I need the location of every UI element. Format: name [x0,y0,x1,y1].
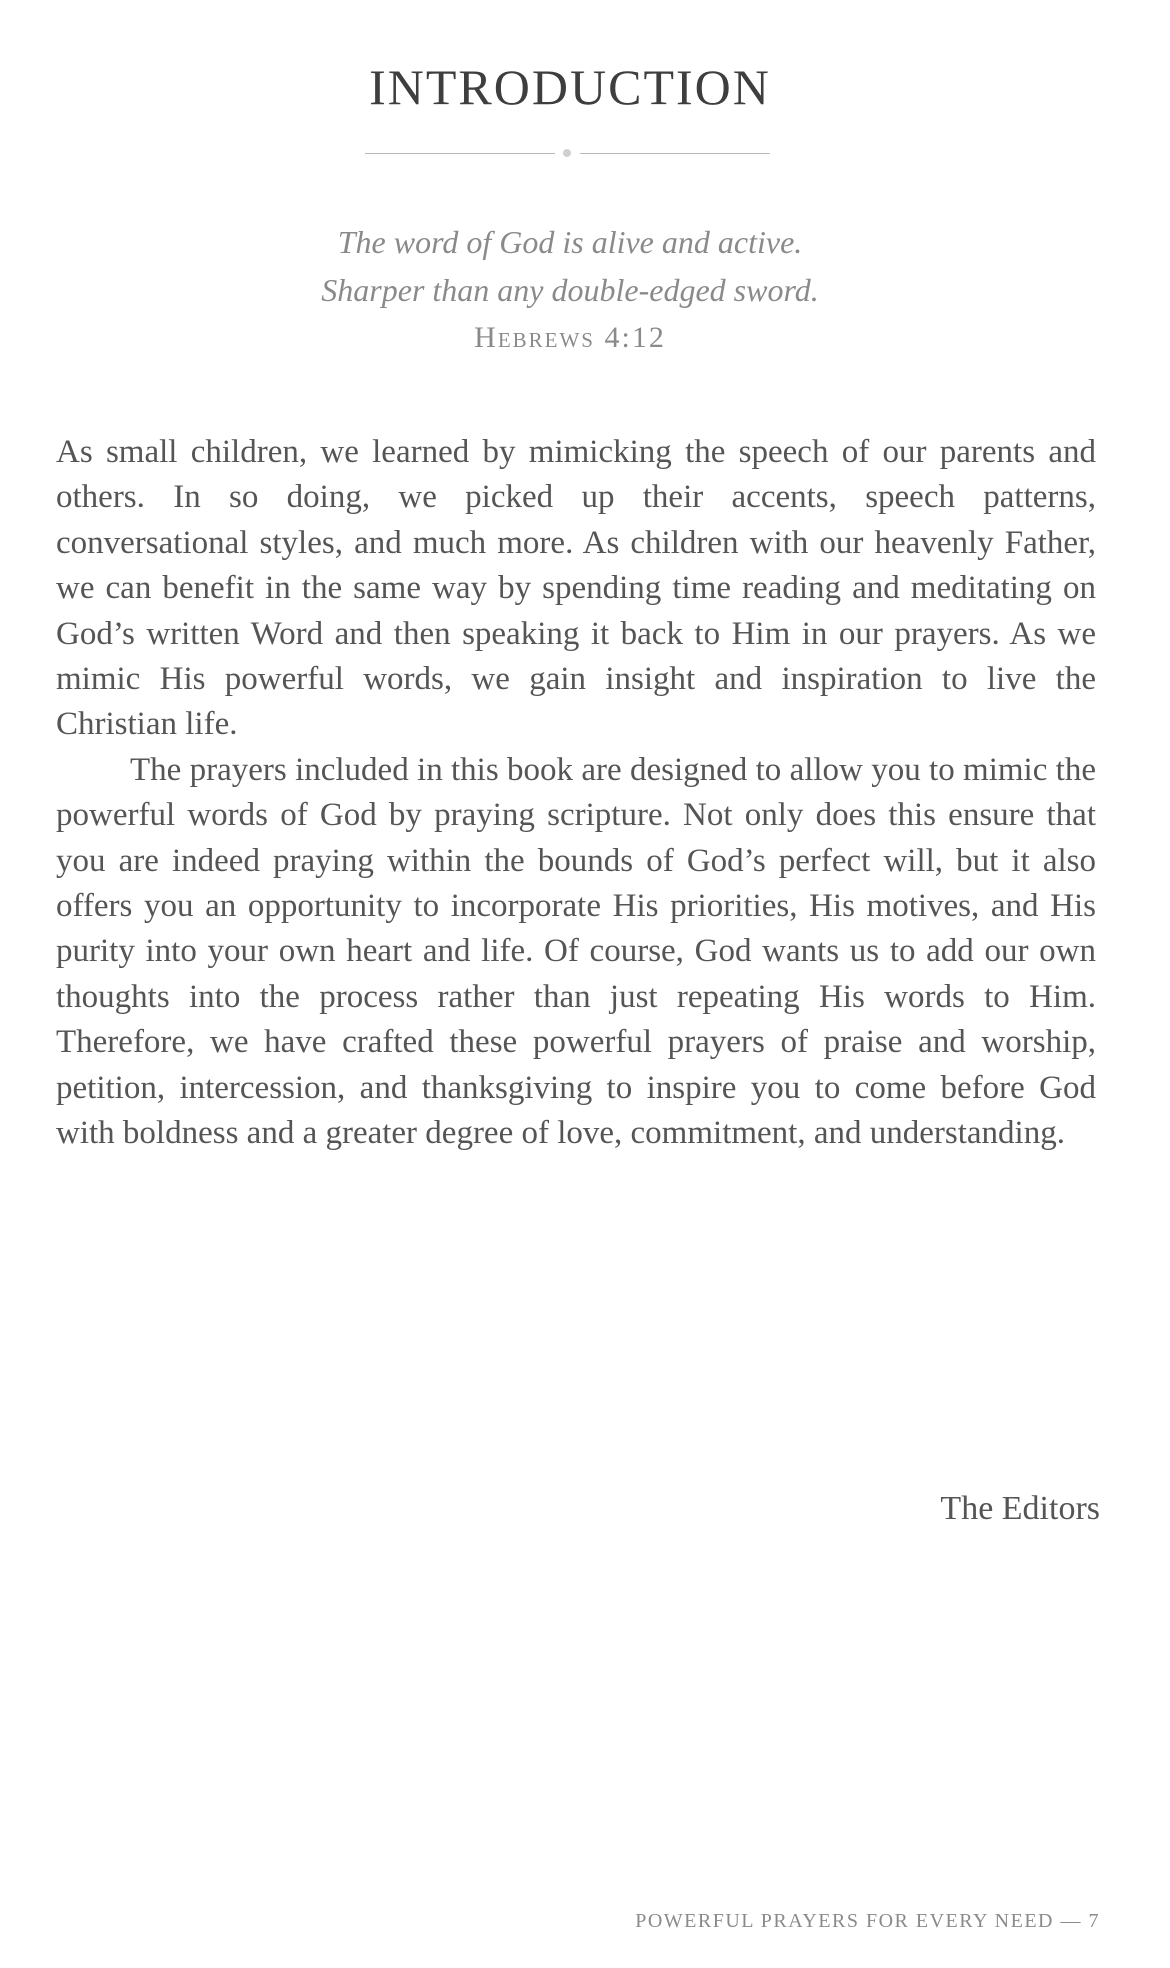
ornament-rule-left [365,153,555,154]
epigraph-line-2: Sharper than any double-edged sword. [321,272,819,308]
page-number: 7 [1088,1910,1100,1932]
running-title: POWERFUL PRAYERS FOR EVERY NEED [635,1910,1054,1932]
footer-separator: — [1060,1910,1082,1932]
ornament-dot [563,149,571,157]
epigraph [0,218,1140,362]
introduction-body [56,430,1096,1157]
page-footer [635,1910,1100,1933]
ornament-rule-right [580,153,770,154]
epigraph-line-1: The word of God is alive and active. [337,224,803,260]
paragraph-1: As small children, we learned by mimicking the speech of our parents and others. In so doing, we picked up their accents, speech patterns, conversational styles, and much more. As children with our heavenly Father, we can benefit in the same way by spending time reading and meditating on God’s written Word and then speaking it back to Him in our prayers. As we mimic His powerful words, we gain insight and inspiration to live the Christian life. [56,434,1096,743]
page-title: INTRODUCTION [369,59,771,115]
epigraph-reference: Hebrews 4:12 [474,321,666,354]
paragraph-2: The prayers included in this book are designed to allow you to mimic the powerful words of God by praying scripture. Not only does this ensure that you are indeed praying within the bounds of God’s perfect will, but it also offers you an opportunity to incorporate His priorities, His motives, and His purity into your own heart and life. Of course, God wants us to add our own thoughts into the process rather than just repeating His words to Him. Therefore, we have crafted these powerful prayers of praise and worship, petition, intercession, and thanksgiving to inspire you to come before God with boldness and a greater degree of love, commitment, and understanding. [56,751,1096,1152]
signature: The Editors [940,1490,1100,1527]
title-ornament [365,148,770,160]
